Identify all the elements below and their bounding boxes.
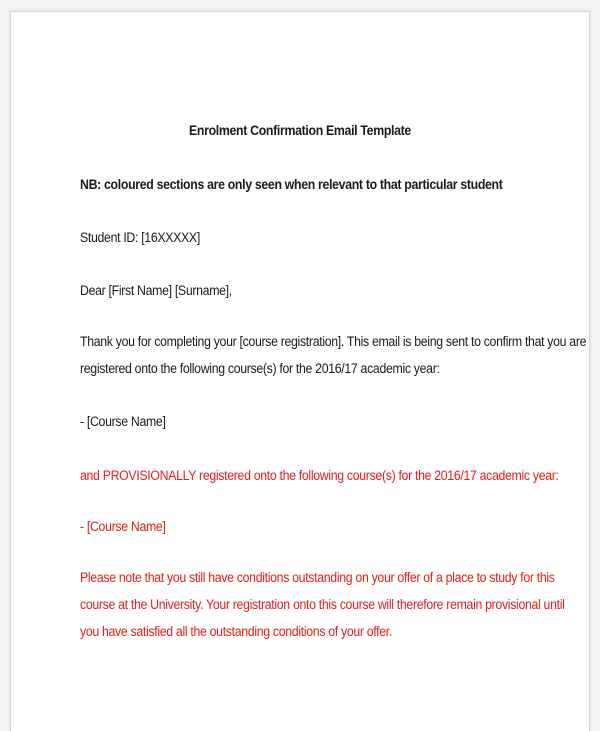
conditions-line-1: Please note that you still have conditions outstanding on your offer of a place to study for this: [80, 570, 555, 585]
document-title: Enrolment Confirmation Email Template: [189, 123, 411, 138]
greeting: Dear [First Name] [Surname],: [80, 283, 232, 298]
coloured-sections-note: NB: coloured sections are only seen when relevant to that particular student: [80, 177, 503, 192]
conditions-line-3: you have satisfied all the outstanding conditions of your offer.: [80, 624, 393, 639]
course-name-item: - [Course Name]: [80, 414, 166, 429]
intro-line-1: Thank you for completing your [course registration]. This email is being sent to confirm that you are: [80, 334, 587, 349]
document-page: [10, 11, 590, 731]
student-id: Student ID: [16XXXXX]: [80, 230, 200, 245]
conditions-line-2: course at the University. Your registration onto this course will therefore remain provisional until: [80, 597, 565, 612]
intro-line-2: registered onto the following course(s) for the 2016/17 academic year:: [80, 361, 440, 376]
provisional-registration-intro: and PROVISIONALLY registered onto the following course(s) for the 2016/17 academic year:: [80, 468, 559, 483]
provisional-course-name-item: - [Course Name]: [80, 519, 166, 534]
